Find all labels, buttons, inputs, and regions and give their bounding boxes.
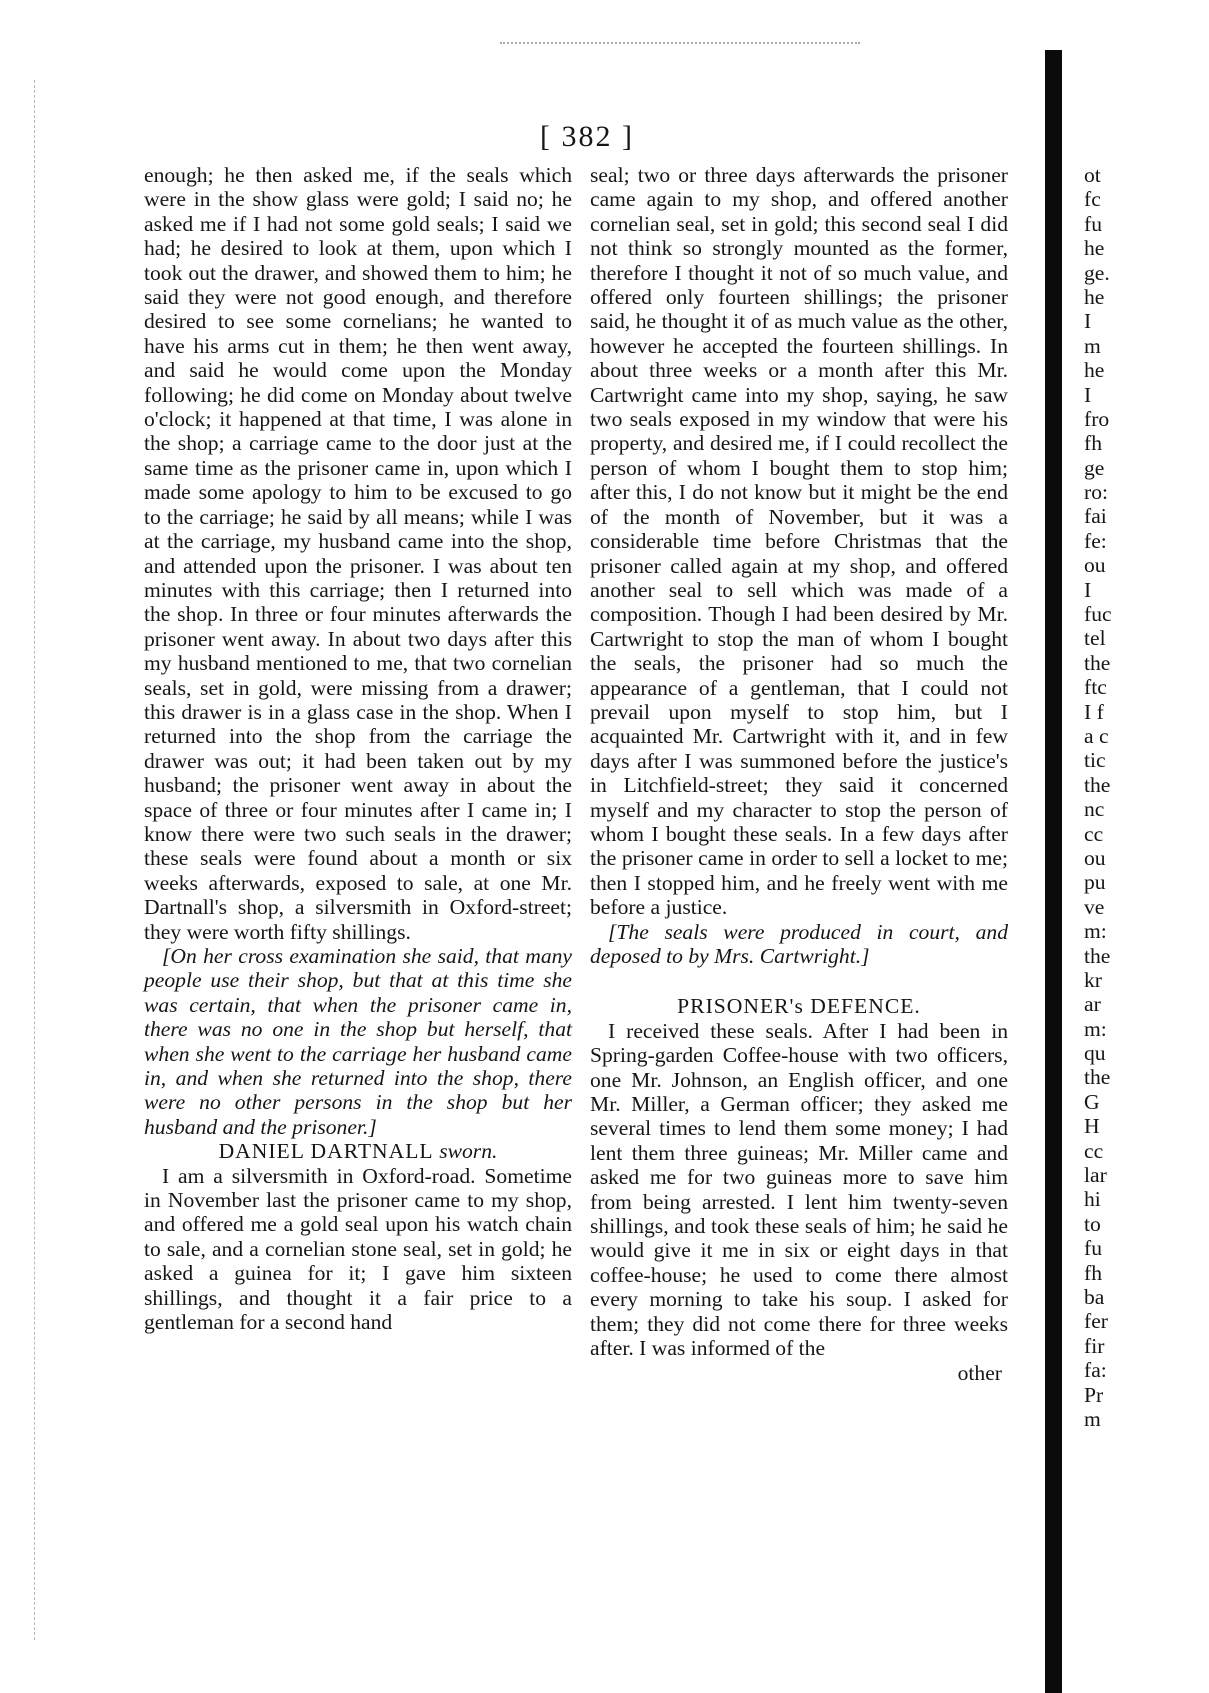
scan-artifact xyxy=(500,42,860,46)
page-edge-shadow xyxy=(34,80,43,1640)
next-page-fragment: fu xyxy=(1084,211,1102,236)
next-page-fragment: ou xyxy=(1084,553,1106,578)
defence-paragraph: I received these seals. After I had been in Spring-garden Coffee-house with two officers, one Mr. Johnson, an English officer, and one Mr. Miller, a German officer; they asked me several times to lend them some money; I had lent them three guineas; Mr. Miller came and asked me for two guineas more to save him from being arrested. I lent him twenty-seven shillings, and took these seals of him; he said he would give it me in six or eight days in that coffee-house; he used to come there almost every morning to take his soup. I asked for them; they did not come there for three weeks after. I was informed of the xyxy=(590,1018,1008,1361)
testimony-paragraph: enough; he then asked me, if the seals which were in the show glass were gold; I said no; he asked me if I had not some gold seals; I said we had; he desired to look at them, upon which I took out the drawer, and showed them to him; he said they were not good enough, and therefore desired to see some cornelians; he wanted to have his arms cut in them; he then went away, and said he would come upon the Monday following; he did come on Monday about twelve o'clock; it happened at that time, I was alone in the shop; a carriage came to the door just at the same time as the prisoner came in, upon which I made some apology to him to be excused to go to the carriage; he said by all means; while I was at the carriage, my husband came into the shop, and attended upon the prisoner. I was about ten minutes with this carriage; then I returned into the shop. In three or four minutes afterwards the prisoner went away. In about two days after this my husband mentioned to me, that two cornelian seals, set in gold, were missing from a drawer; this drawer is in a glass case in the shop. When I returned into the shop from the carriage the drawer was out; it had been taken out by my husband; the prisoner went away in about the space of three or four minutes after I came in; I know there were two such seals in the drawer; these seals were found about a month or six weeks afterwards, exposed to sale, at one Mr. Dartnall's shop, a silversmith in Oxford-street; they were worth fifty shillings. xyxy=(144,163,572,944)
witness-name: DANIEL DARTNALL xyxy=(218,1139,433,1164)
next-page-fragment: I xyxy=(1084,382,1092,407)
testimony-paragraph: seal; two or three days afterwards the prisoner came again to my shop, and offered another cornelian seal, set in gold; this second seal I did not think so strongly mounted as the former, therefore I thought it not of so much value, and offered only fourteen shillings; the prisoner said, he thought it of as much value as the other, however he accepted the fourteen shillings. In about three weeks or a month after this Mr. Cartwright came into my shop, saying, he saw two seals exposed in my window that were his property, and desired me, if I could recollect the person of whom I bought them to stop him; after this, I do not know but it might be the end of the month of November, but it was a considerable time before Christmas that the prisoner called again at my shop, and offered another seal to sell which was made of a composition. Though I had been desired by Mr. Cartwright to stop the man of whom I bought the seals, the prisoner had so much the appearance of a gentleman, that I could not prevail upon myself to stop him, but I acquainted Mr. Cartwright with it, and in few days after I was summoned before the justice's in Litchfield-street; they said it concerned myself and my character to stop the person of whom I bought these seals. In a few days after the prisoner came in order to sell a locket to me; then I stopped him, and he freely went with me before a justice. xyxy=(590,163,1008,920)
next-page-fragment: tic xyxy=(1084,748,1106,773)
next-page-fragment: he xyxy=(1084,358,1105,383)
cross-examination-note: [On her cross examination she said, that many people use their shop, but that at this time she was certain, that when the prisoner came in, there was no one in the shop but herself, that when she went to the carriage her husband came in, and when she returned into the shop, there were no other persons in the shop but her husband and the prisoner.] xyxy=(144,944,572,1139)
next-page-fragment: Pr xyxy=(1084,1382,1104,1407)
next-page-fragment: the xyxy=(1084,1065,1111,1090)
next-page-fragment: fai xyxy=(1084,504,1107,529)
next-page-fragment: fer xyxy=(1084,1309,1108,1334)
next-page-fragment: cc xyxy=(1084,1138,1104,1163)
next-page-fragment: G xyxy=(1084,1089,1100,1114)
book-spine-gutter xyxy=(1045,50,1062,1693)
next-page-fragment: fh xyxy=(1084,431,1102,456)
next-page-fragment: hi xyxy=(1084,1187,1101,1212)
next-page-fragment: ve xyxy=(1084,894,1105,919)
next-page-fragment: the xyxy=(1084,772,1111,797)
catchword: other xyxy=(957,1360,1002,1385)
next-page-fragment: I f xyxy=(1084,699,1104,724)
next-page-fragment: ro: xyxy=(1084,480,1108,505)
next-page-fragment: ou xyxy=(1084,845,1106,870)
next-page-fragment: to xyxy=(1084,1211,1101,1236)
next-page-fragment: fro xyxy=(1084,406,1110,431)
next-page-fragment: a c xyxy=(1084,723,1109,748)
next-page-fragment: tel xyxy=(1084,626,1106,651)
next-page-fragment: m xyxy=(1084,1406,1101,1431)
next-page-fragment: fir xyxy=(1084,1333,1105,1358)
next-page-fragment: I xyxy=(1084,309,1092,334)
next-page-fragment: fa: xyxy=(1084,1358,1107,1383)
next-page-fragment: nc xyxy=(1084,797,1105,822)
next-page-fragment: fu xyxy=(1084,1236,1102,1261)
next-page-fragment: ftc xyxy=(1084,675,1107,700)
next-page-fragment: kr xyxy=(1084,967,1102,992)
next-page-edge-text xyxy=(1084,163,1114,1431)
witness-heading xyxy=(144,1139,572,1163)
next-page-fragment: I xyxy=(1084,577,1092,602)
next-page-fragment: cc xyxy=(1084,821,1104,846)
next-page-fragment: the xyxy=(1084,943,1111,968)
next-page-fragment: fe: xyxy=(1084,528,1107,553)
left-column xyxy=(144,163,572,1335)
next-page-fragment: he xyxy=(1084,236,1105,261)
next-page-fragment: qu xyxy=(1084,1041,1106,1066)
next-page-fragment: he xyxy=(1084,284,1105,309)
next-page-fragment: fh xyxy=(1084,1260,1102,1285)
next-page-fragment: fc xyxy=(1084,187,1101,212)
next-page-fragment: m: xyxy=(1084,1016,1107,1041)
next-page-fragment: ot xyxy=(1084,163,1101,187)
next-page-fragment: ar xyxy=(1084,992,1101,1017)
next-page-fragment: lar xyxy=(1084,1163,1107,1188)
right-column xyxy=(590,163,1008,1385)
page-number: [ 382 ] xyxy=(540,120,634,153)
next-page-fragment: ba xyxy=(1084,1284,1105,1309)
next-page-fragment: ge. xyxy=(1084,260,1110,285)
next-page-fragment: m xyxy=(1084,333,1101,358)
seals-produced-note: [The seals were produced in court, and deposed to by Mrs. Cartwright.] xyxy=(590,919,1008,968)
next-page-fragment: H xyxy=(1084,1114,1100,1139)
witness-sworn: sworn. xyxy=(439,1139,498,1164)
next-page-fragment: fuc xyxy=(1084,602,1112,627)
next-page-fragment: m: xyxy=(1084,919,1107,944)
defence-heading: PRISONER's DEFENCE. xyxy=(677,994,921,1019)
next-page-fragment: the xyxy=(1084,650,1111,675)
next-page-fragment: ge xyxy=(1084,455,1105,480)
next-page-fragment: pu xyxy=(1084,870,1106,895)
testimony-paragraph: I am a silversmith in Oxford-road. Sometime in November last the prisoner came to my shop, and offered me a gold seal upon his watch chain to sale, and a cornelian stone seal, set in gold; he asked a guinea for it; I gave him sixteen shillings, and thought it a fair price to a gentleman for a second hand xyxy=(144,1163,572,1335)
